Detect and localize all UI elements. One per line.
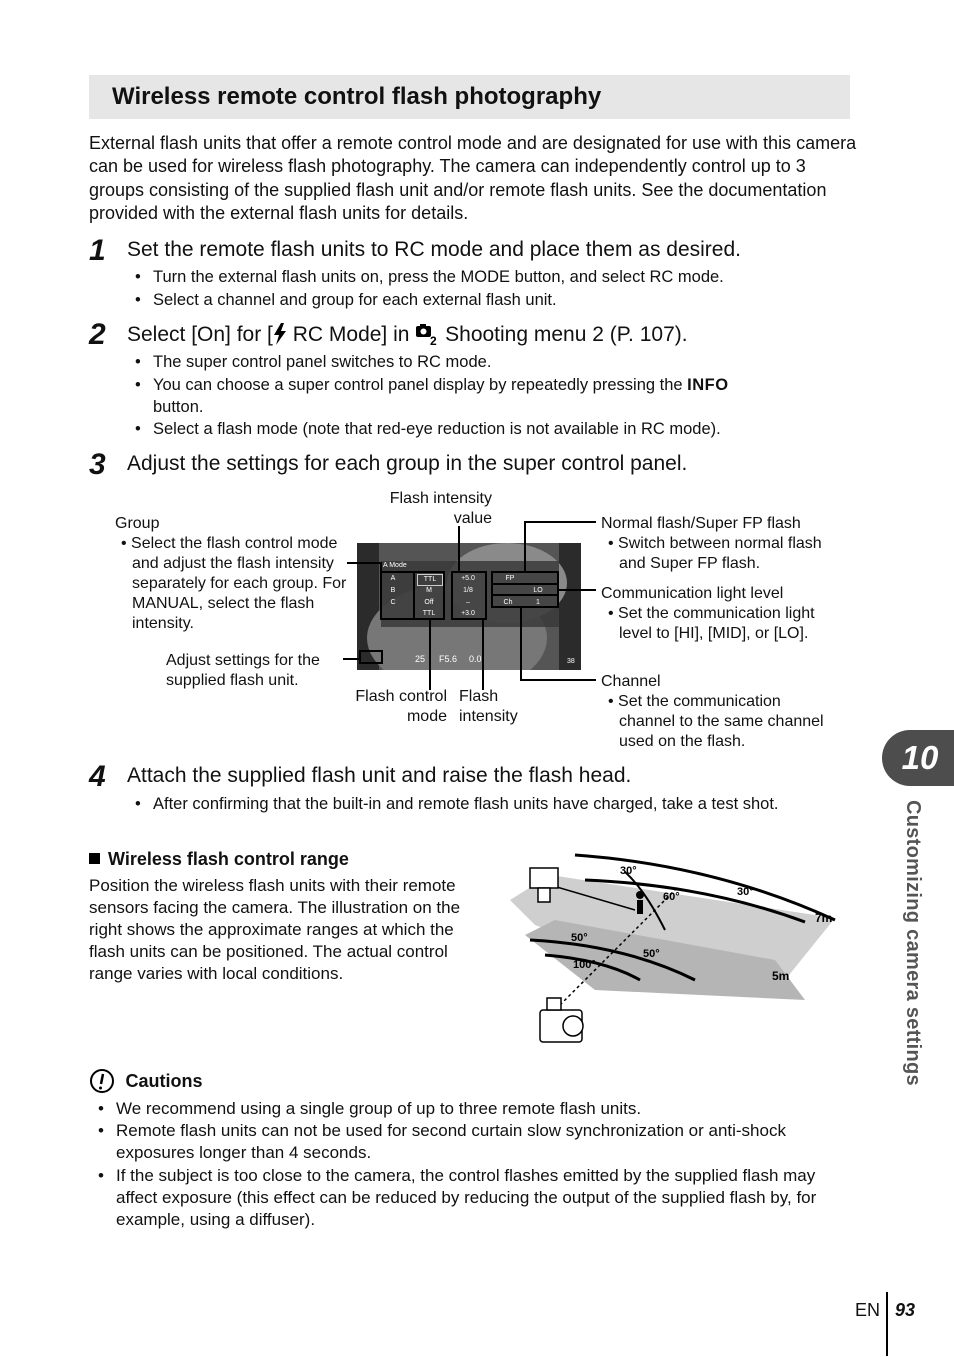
screen-exposure: 0.0 <box>469 654 482 664</box>
angle-label-30-right: 30° <box>737 886 754 898</box>
caution-item-2: • Remote flash units can not be used for second curtain slow synchronization or anti-shock exposures longer than 4 seconds. <box>98 1121 786 1162</box>
step-1-number: 1 <box>89 234 106 267</box>
screen-mode-4: TTL <box>422 610 436 617</box>
square-bullet-icon <box>89 853 100 864</box>
range-paragraph: Position the wireless flash units with their remote sensors facing the camera. The illustration on the right shows the approximate ranges at which the flash units can be positioned. The actual control range varies with local conditions. <box>89 876 461 983</box>
screen-iso: 25 <box>415 654 426 664</box>
adjust-settings-label: Adjust settings for the supplied flash unit. <box>166 652 320 689</box>
section-title: Wireless remote control flash photography <box>112 83 602 110</box>
communication-light-label: Communication light level <box>601 585 784 602</box>
step-3-number: 3 <box>89 448 106 481</box>
screen-aperture: F5.6 <box>439 654 458 664</box>
camera-icon <box>540 998 583 1042</box>
angle-label-100: 100° <box>573 959 596 971</box>
screen-value-4: +3.0 <box>461 610 475 617</box>
screen-mode-1: TTL <box>417 574 443 586</box>
screen-group-c: C <box>390 599 396 606</box>
normal-flash-label: Normal flash/Super FP flash <box>601 515 801 532</box>
step-3-title: Adjust the settings for each group in the super control panel. <box>127 452 688 475</box>
caution-item-1: • We recommend using a single group of up to three remote flash units. <box>98 1099 642 1118</box>
svg-text:2: 2 <box>430 334 437 346</box>
person-icon <box>636 891 644 914</box>
channel-label: Channel <box>601 673 661 690</box>
chapter-side-label: Customizing camera settings <box>902 800 924 1086</box>
screen-group-b: B <box>390 587 396 594</box>
step-4-bullet-1: • After confirming that the built-in and remote flash units have charged, take a test shot. <box>135 795 779 813</box>
range-label-5m: 5m <box>772 969 790 983</box>
channel-description: • Set the communication channel to the same channel used on the flash. <box>608 693 824 750</box>
chapter-number: 10 <box>901 739 939 776</box>
range-label-7m: 7m <box>815 911 833 925</box>
step-2-bullet-2: • You can choose a super control panel display by repeatedly pressing the INFO button. <box>135 376 729 416</box>
range-heading: Wireless flash control range <box>89 849 349 870</box>
intro-paragraph: External flash units that offer a remote control mode and are designated for use with this camera can be used for wireless flash photography. The camera can independently control up to 3 groups consisting of the supplied flash unit and/or remote flash units. See the documentation provided with the external flash units for details. <box>89 133 857 224</box>
flash-intensity-value-label: Flash intensity value <box>389 490 492 527</box>
angle-label-60: 60° <box>663 891 680 903</box>
screen-mode-3: Off <box>424 599 434 606</box>
screen-value-1: +5.0 <box>461 575 475 582</box>
screen-value-3: – <box>466 599 470 606</box>
flash-control-mode-label: Flash control mode <box>355 688 447 725</box>
angle-label-30-top: 30° <box>620 865 637 877</box>
info-button-label: INFO <box>687 376 729 394</box>
angle-label-50-left: 50° <box>571 932 588 944</box>
angle-label-50-right: 50° <box>643 948 660 960</box>
screen-value-2: 1/8 <box>463 587 473 594</box>
cautions-heading: Cautions <box>89 1068 202 1094</box>
step-2-number: 2 <box>89 318 106 351</box>
footer-language: EN <box>855 1300 881 1320</box>
flash-intensity-label: Flash intensity <box>459 688 518 725</box>
step-1-title: Set the remote flash units to RC mode and place them as desired. <box>127 238 741 261</box>
chapter-tab <box>882 730 954 786</box>
step-4-number: 4 <box>89 760 106 793</box>
caution-icon <box>89 1068 115 1094</box>
screen-header: A Mode <box>383 562 407 569</box>
step-1-bullet-1: • Turn the external flash units on, press the MODE button, and select RC mode. <box>135 268 724 286</box>
step-2-bullet-1: • The super control panel switches to RC mode. <box>135 353 492 371</box>
screen-ch: Ch <box>503 599 513 606</box>
page-number: 93 <box>895 1300 916 1320</box>
screen-mode-2: M <box>426 587 432 594</box>
caution-item-3: • If the subject is too close to the camera, the control flashes emitted by the supplied flash may affect exposure (this effect can be reduced by reducing the output of the supplied flash by, for example, using a diffuser). <box>98 1166 817 1229</box>
normal-flash-description: • Switch between normal flash and Super FP flash. <box>608 535 822 572</box>
group-description: • Select the flash control mode and adjust the flash intensity separately for each group. For MANUAL, select the flash intensity. <box>121 535 347 632</box>
step-1-bullet-2: • Select a channel and group for each external flash unit. <box>135 291 557 309</box>
step-2-title: Select [On] for [ RC Mode] in 2 Shooting menu 2 (P. 107). <box>127 323 688 346</box>
screen-group-a: A <box>390 575 396 582</box>
step-4-title: Attach the supplied flash unit and raise the flash head. <box>127 764 632 787</box>
communication-light-description: • Set the communication light level to [HI], [MID], or [LO]. <box>608 605 815 642</box>
screen-lo: LO <box>533 587 543 594</box>
step-2-bullet-3: • Select a flash mode (note that red-eye reduction is not available in RC mode). <box>135 420 721 438</box>
footer-divider <box>886 1292 888 1356</box>
group-label: Group <box>115 515 160 532</box>
screen-frames: 38 <box>567 658 575 665</box>
screen-ch-value: 1 <box>536 599 540 606</box>
screen-fp: FP <box>505 575 515 582</box>
control-range-illustration <box>505 850 850 1055</box>
